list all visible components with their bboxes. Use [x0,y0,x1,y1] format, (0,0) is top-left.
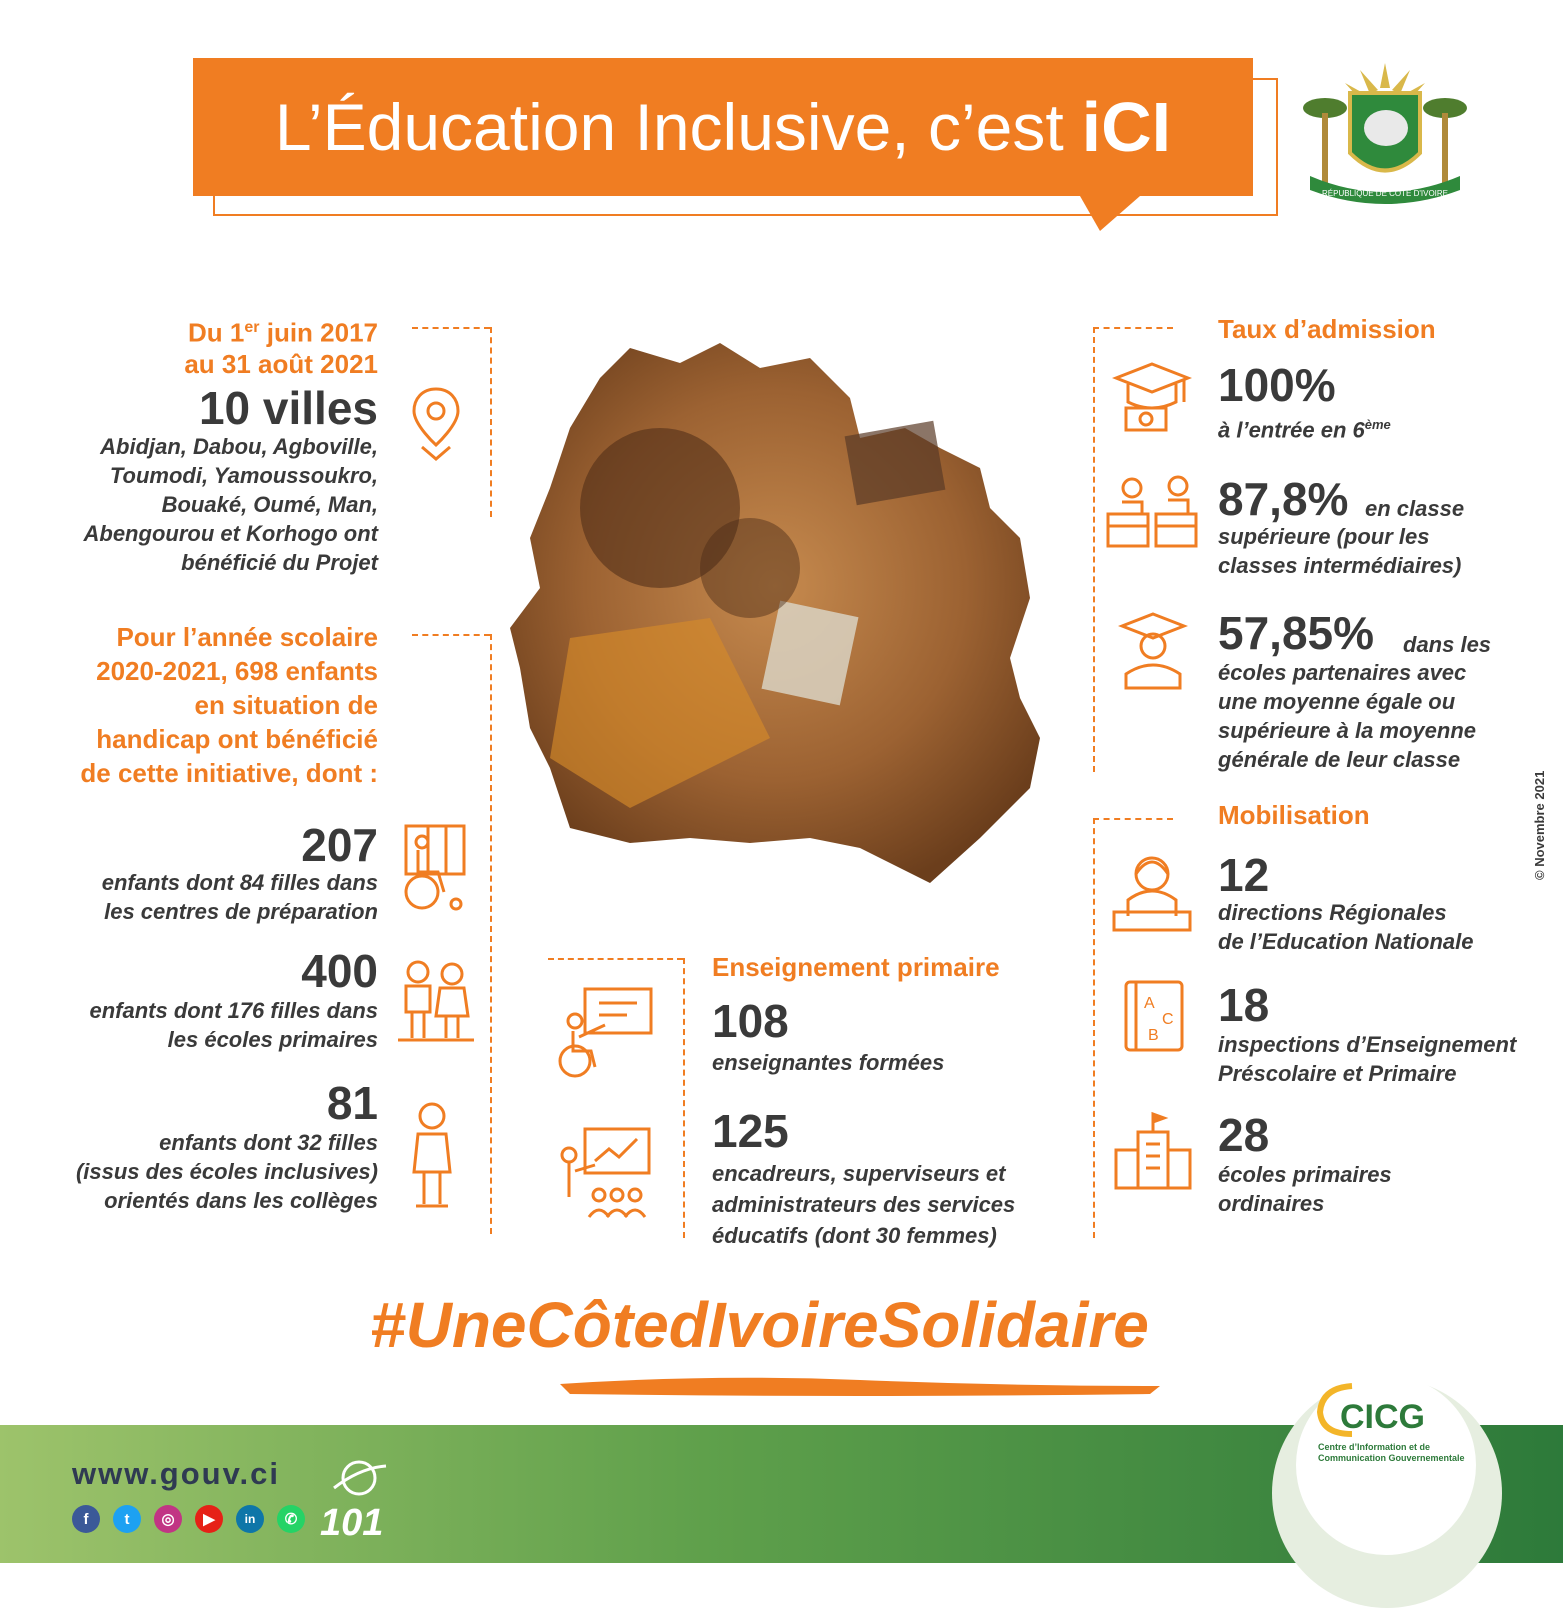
desc-line: ordinaires [1218,1191,1325,1216]
desc-line: Préscolaire et Primaire [1218,1061,1457,1086]
classroom-desks-icon [1102,474,1202,550]
svg-text:B: B [1148,1027,1159,1044]
twitter-icon[interactable]: t [113,1505,141,1533]
desc-line: (issus des écoles inclusives) [75,1159,378,1184]
divider [548,958,683,960]
website-link[interactable]: www.gouv.ci [72,1456,281,1491]
annee-text [40,620,378,790]
copyright-text: © Novembre 2021 [1532,770,1547,880]
desc-line: classes intermédiaires) [1218,553,1462,578]
desc-line: orientés dans les collèges [104,1188,378,1213]
desc-line: les centres de préparation [104,899,378,924]
divider [1093,327,1095,772]
villes-line: Bouaké, Oumé, Man, [161,492,378,517]
globe-icon [330,1458,388,1498]
mob-18: 18 [1218,979,1270,1031]
wheelchair-icon [398,822,472,914]
stat-108: 108 [712,995,789,1047]
desc-line: enfants dont 176 filles dans [89,998,378,1023]
instagram-icon[interactable]: ◎ [154,1505,182,1533]
facebook-icon[interactable]: f [72,1505,100,1533]
divider [1093,818,1095,1238]
adm-57: 57,85% [1218,607,1375,659]
desc-line: enfants dont 84 filles dans [101,870,378,895]
desc-line: directions Régionales [1218,900,1447,925]
stat-207: 207 [301,819,378,871]
presentation-chart-icon [555,1125,655,1220]
coat-of-arms-text: RÉPUBLIQUE DE CÔTE D'IVOIRE [1322,189,1448,198]
desc-line: inspections d’Enseignement [1218,1032,1517,1057]
stat-125-desc [712,1158,1092,1251]
desc-line: éducatifs (dont 30 femmes) [712,1223,997,1248]
hashtag: #UneCôtedIvoireSolidaire [370,1289,1149,1361]
admission-heading: Taux d’admission [1218,314,1436,344]
enseignement-heading: Enseignement primaire [712,952,1000,982]
villes-line: Abidjan, Dabou, Agboville, [100,434,378,459]
stat-81: 81 [326,1077,378,1129]
schoolgirl-icon [408,1100,456,1210]
speech-tail-icon [1080,196,1150,246]
villes-line: Toumodi, Yamoussoukro, [109,463,378,488]
mobilisation-heading: Mobilisation [1218,800,1370,830]
svg-text:A: A [1144,995,1155,1012]
annee-line: Pour l’année scolaire [116,622,378,652]
brush-underline [560,1372,1160,1398]
mob-18-desc [1218,1030,1548,1088]
desc-line: supérieure à la moyenne [1218,718,1476,743]
adm-87: 87,8% [1218,473,1349,525]
villes-count: 10 villes [198,382,378,434]
desc-line: générale de leur classe [1218,747,1461,772]
coat-of-arms-logo [1300,58,1470,208]
stat-207-desc [40,868,378,926]
desc-line: les écoles primaires [167,1027,378,1052]
page-title [193,58,1253,196]
divider [490,634,492,1234]
villes-line: bénéficié du Projet [181,550,378,575]
teacher-desk-icon [1110,850,1194,934]
stat-400: 400 [301,945,378,997]
divider [412,634,490,636]
hotline-number: 101 [320,1502,384,1544]
desc-line: enfants dont 32 filles [159,1130,378,1155]
mob-12-desc [1218,898,1538,956]
desc-line: administrateurs des services [712,1192,1016,1217]
stat-125: 125 [712,1105,789,1157]
desc-line: une moyenne égale ou [1218,689,1456,714]
svg-text:C: C [1162,1011,1174,1028]
villes-desc [40,432,378,577]
teacher-wheelchair-board-icon [555,985,655,1080]
divider [683,958,685,1238]
villes-line: Abengourou et Korhogo ont [83,521,378,546]
title-main: L’Éducation Inclusive, c’est [274,90,1064,164]
annee-line: en situation de [194,690,378,720]
stat-108-desc: enseignantes formées [712,1050,945,1075]
desc-line: écoles primaires [1218,1162,1392,1187]
graduation-cap-icon [1112,360,1192,435]
abc-book-icon [1122,978,1186,1054]
period-line1-b: juin 2017 [259,317,378,348]
youtube-icon[interactable]: ▶ [195,1505,223,1533]
cicg-subtitle: Centre d’Information et de Communication Gouvernementale [1318,1442,1465,1463]
children-students-icon [398,958,474,1042]
adm-100-sup: ème [1364,417,1391,432]
mob-28: 28 [1218,1109,1270,1161]
period-line2: au 31 août 2021 [184,348,378,379]
title-ici: iCI [1081,88,1172,166]
location-pin-icon [408,385,464,463]
adm-87-desc [1218,522,1538,580]
adm-87-desc-a: en classe [1365,496,1465,521]
divider [1093,327,1173,329]
annee-line: handicap ont bénéficié [96,724,378,754]
adm-57-desc [1218,658,1538,774]
desc-line: de l’Education Nationale [1218,929,1474,954]
adm-100: 100% [1218,359,1336,411]
desc-line: supérieure (pour les [1218,524,1430,549]
classroom-photo [510,338,1080,898]
school-building-icon [1112,1110,1194,1190]
period-text [60,312,378,380]
annee-line: de cette initiative, dont : [80,758,378,788]
stat-400-desc [40,996,378,1054]
whatsapp-icon[interactable]: ✆ [277,1505,305,1533]
cicg-name: CICG [1340,1398,1425,1436]
period-line1: Du 1 [188,317,245,348]
desc-line: écoles partenaires avec [1218,660,1467,685]
desc-line: encadreurs, superviseurs et [712,1161,1006,1186]
adm-57-desc-a: dans les [1403,632,1492,657]
period-sup: er [244,319,260,336]
divider [412,327,490,329]
adm-100-desc [1218,410,1518,444]
adm-100-desc-text: à l’entrée en 6 [1218,417,1365,443]
divider [1093,818,1173,820]
linkedin-icon[interactable]: in [236,1505,264,1533]
annee-line: 2020-2021, 698 enfants [96,656,378,686]
graduate-student-icon [1118,612,1188,690]
divider [490,327,492,517]
mob-28-desc [1218,1160,1538,1218]
stat-81-desc [40,1128,378,1215]
mob-12: 12 [1218,849,1270,901]
